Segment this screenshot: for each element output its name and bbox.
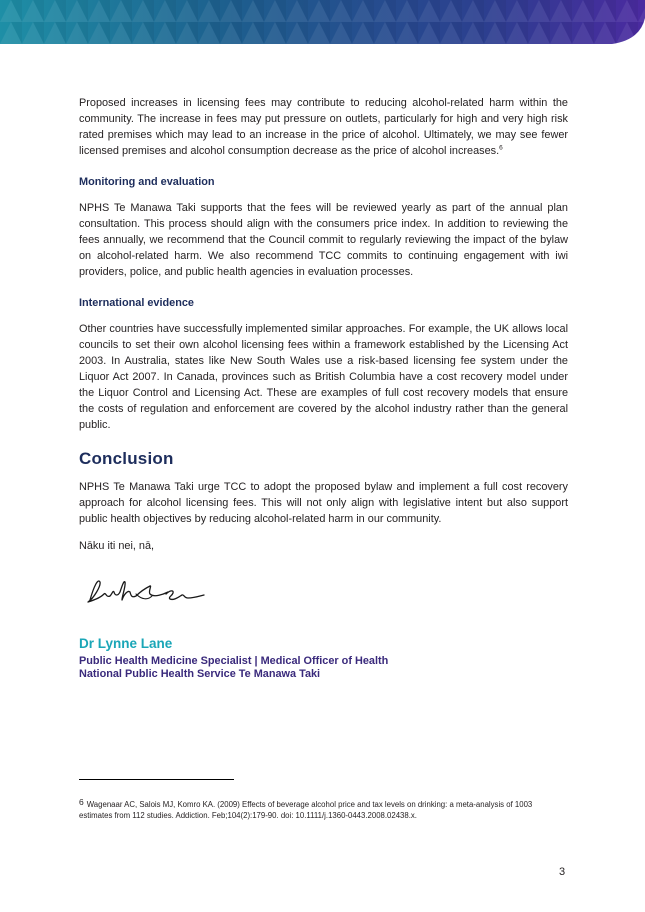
conclusion-paragraph: NPHS Te Manawa Taki urge TCC to adopt the proposed bylaw and implement a full cost recovery approach for alcohol licensing fees. This will not only align with legislative intent but also support public health objectives by reducing alcohol-related harm in our community. [79, 481, 568, 525]
signatory-organisation: National Public Health Service Te Manawa Taki [79, 668, 321, 680]
monitoring-paragraph: NPHS Te Manawa Taki supports that the fees will be reviewed yearly as part of the annual plan consultation. This process should align with the consumers price index. In addition to reviewing the fees annually, we recommend that the Council commit to regularly reviewing the impact of the bylaw on alcohol-related harm. We also recommend TCC commits to continuing engagement with iwi providers, police, and public health agencies in evaluation processes. [79, 202, 568, 278]
international-paragraph: Other countries have successfully implemented similar approaches. For example, the UK allows local councils to set their own alcohol licensing fees within a framework established by the Licensing Act 2003. In Australia, states like New South Wales use a risk-based licensing fee system under the Liquor Act 2007. In Canada, provinces such as British Columbia have a cost recovery model under the Liquor Control and Licensing Act. These are examples of full cost recovery models that ensure the costs of regulation and enforcement are covered by the alcohol industry rather than the general public. [79, 323, 568, 431]
signatory-title: Public Health Medicine Specialist | Medical Officer of Health [79, 655, 389, 667]
closing-text: Nāku iti nei, nā, [79, 540, 155, 552]
page-number: 3 [559, 866, 566, 878]
conclusion-heading: Conclusion [79, 449, 174, 468]
signatory-name: Dr Lynne Lane [79, 636, 173, 651]
intro-paragraph: Proposed increases in licensing fees may contribute to reducing alcohol-related harm within the community. The increase in fees may put pressure on outlets, particularly for high and very high risk rated premises which may lead to an increase in the price of alcohol. Ultimately, we may see fewer licensed premises and alcohol consumption decrease as the price of alcohol increases.$^6$ [79, 97, 568, 157]
footnote-text: Wagenaar AC, Salois MJ, Komro KA. (2009) Effects of beverage alcohol price and tax levels on drinking: a meta-analysis of 1003 estimates from 112 studies. Addiction. Feb;104(2):179-90. doi: 10.1111/j.1360-0443.2008.02438.x. [79, 800, 533, 820]
footnote [79, 797, 559, 821]
header-banner [0, 0, 645, 46]
international-heading: International evidence [79, 297, 194, 309]
body-content [79, 95, 568, 527]
monitoring-heading: Monitoring and evaluation [79, 176, 215, 188]
footnote-number: 6 [79, 797, 84, 807]
footnote-divider [79, 779, 234, 780]
footnote-ref: 6 [499, 144, 503, 152]
signature-image [84, 572, 214, 612]
